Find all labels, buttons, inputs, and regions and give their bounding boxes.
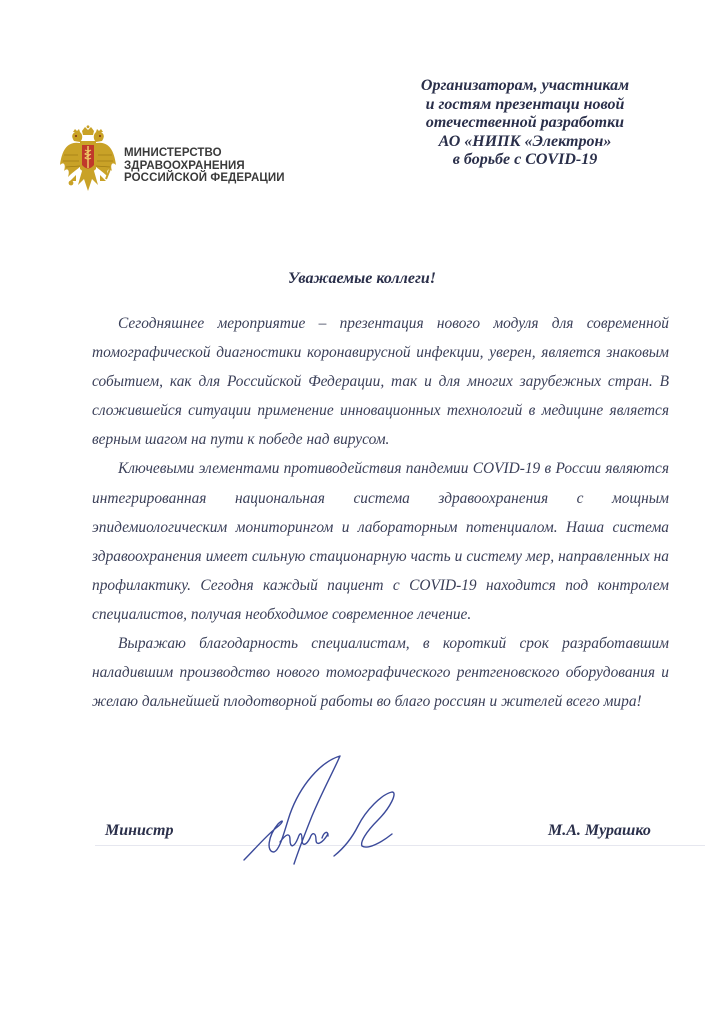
- handwritten-signature-icon: [240, 752, 410, 877]
- body-paragraph: Выражаю благодарность специалистам, в короткий срок разработавшим наладившим производство нового томографического рентгеновского оборудования и желаю дальнейшей плодотворной работы во благо россиян и жителей всего мира!: [92, 635, 669, 711]
- ministry-name: [124, 147, 285, 185]
- greeting: Уважаемые коллеги!: [288, 270, 436, 287]
- ministry-name-line: МИНИСТЕРСТВО: [124, 147, 222, 159]
- letter-body: [92, 309, 669, 716]
- ministry-name-line: ЗДРАВООХРАНЕНИЯ: [124, 159, 245, 172]
- double-headed-eagle-emblem-icon: [58, 125, 118, 197]
- body-paragraph: Ключевыми элементами противодействия пандемии COVID-19 в России являются интегрированная национальная система здравоохранения с мощным эпидемиологическим мониторингом и лабораторным потенциалом. Наша система здравоохранения имеет сильную стационарную часть и систему мер, направленных на профилактику. Сегодня каждый пациент с COVID-19 находится под контролем специалистов, получая необходимое современное лечение.: [92, 460, 669, 623]
- addressee-line: АО «НИПК «Электрон»: [438, 132, 612, 150]
- addressee-line: отечественной разработки: [425, 114, 625, 132]
- addressee-line: и гостям презентаци новой: [425, 95, 625, 113]
- ministry-name-line: РОССИЙСКОЙ ФЕДЕРАЦИИ: [124, 172, 285, 184]
- addressee-block: [395, 77, 655, 170]
- ministry-logo: [58, 125, 298, 205]
- body-paragraph: Сегодняшнее мероприятие – презентация нового модуля для современной томографической диагностики коронавирусной инфекции, уверен, является знаковым событием, как для Российской Федерации, так и для многих зарубежных стран. В сложившейся ситуации применение инновационных технологий в медицине является верным шагом на пути к победе над вирусом.: [92, 315, 669, 449]
- addressee-line: Организаторам, участникам: [420, 77, 630, 94]
- signatory-title: Министр: [105, 822, 174, 839]
- addressee-line: в борьбе с COVID-19: [452, 151, 598, 169]
- signatory-name: М.А. Мурашко: [548, 822, 651, 839]
